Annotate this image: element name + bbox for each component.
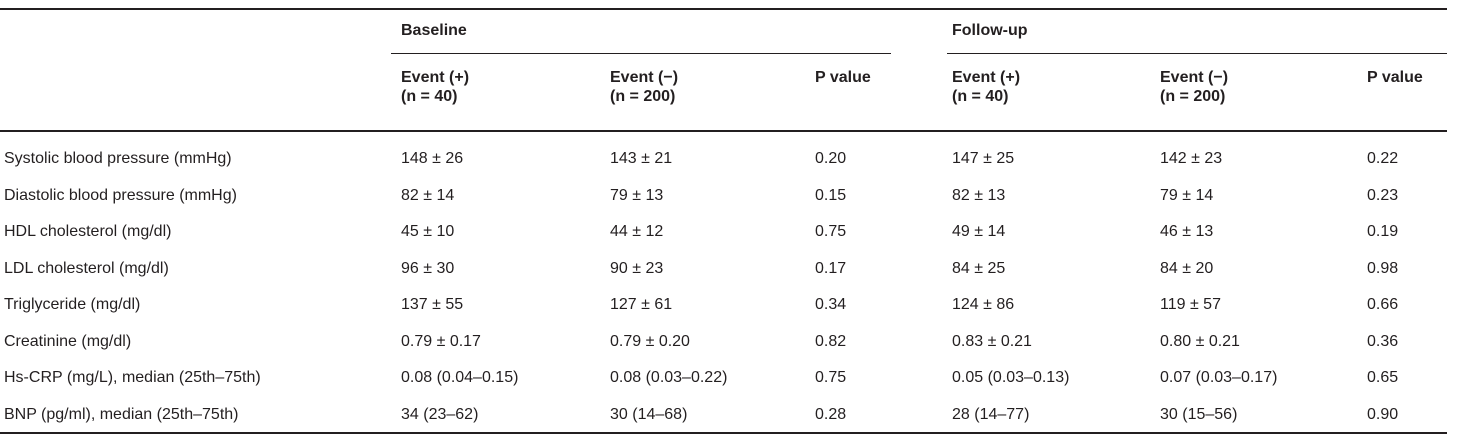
col-header-line-1: Event (+) bbox=[952, 69, 1021, 86]
baseline-p-cell: 0.75 bbox=[815, 223, 847, 240]
baseline-event-neg-cell: 90 ± 23 bbox=[610, 260, 664, 277]
followup-event-pos-cell: 124 ± 86 bbox=[952, 296, 1015, 313]
followup-p-cell: 0.36 bbox=[1367, 333, 1399, 350]
row-label: HDL cholesterol (mg/dl) bbox=[4, 223, 172, 240]
baseline-event-pos-cell: 82 ± 14 bbox=[401, 187, 455, 204]
row-label: Diastolic blood pressure (mmHg) bbox=[4, 187, 237, 204]
baseline-event-neg-cell: 127 ± 61 bbox=[610, 296, 673, 313]
followup-event-neg-cell: 84 ± 20 bbox=[1160, 260, 1214, 277]
col-header-line-2: (n = 200) bbox=[610, 88, 676, 105]
followup-p-cell: 0.90 bbox=[1367, 406, 1399, 423]
baseline-event-pos-cell: 96 ± 30 bbox=[401, 260, 455, 277]
col-header-line-1: Event (+) bbox=[401, 69, 470, 86]
followup-event-pos-cell: 0.05 (0.03–0.13) bbox=[952, 369, 1070, 386]
row-label: Triglyceride (mg/dl) bbox=[4, 296, 141, 313]
col-header-followup-p-value: P value bbox=[1367, 69, 1423, 86]
followup-event-neg-cell: 0.07 (0.03–0.17) bbox=[1160, 369, 1278, 386]
col-header-line-1: Event (−) bbox=[610, 69, 679, 86]
col-header-baseline-event-neg bbox=[610, 68, 678, 106]
followup-event-pos-cell: 82 ± 13 bbox=[952, 187, 1006, 204]
group-header-baseline: Baseline bbox=[401, 22, 467, 39]
followup-event-pos-cell: 0.83 ± 0.21 bbox=[952, 333, 1032, 350]
baseline-event-neg-cell: 0.08 (0.03–0.22) bbox=[610, 369, 728, 386]
baseline-event-pos-cell: 148 ± 26 bbox=[401, 150, 464, 167]
followup-p-cell: 0.66 bbox=[1367, 296, 1399, 313]
col-header-line-2: (n = 40) bbox=[401, 88, 458, 105]
followup-p-cell: 0.23 bbox=[1367, 187, 1399, 204]
baseline-p-cell: 0.75 bbox=[815, 369, 847, 386]
col-header-line-2: (n = 40) bbox=[952, 88, 1009, 105]
baseline-event-pos-cell: 0.79 ± 0.17 bbox=[401, 333, 481, 350]
baseline-group-rule bbox=[391, 53, 891, 54]
row-label: LDL cholesterol (mg/dl) bbox=[4, 260, 169, 277]
followup-event-pos-cell: 147 ± 25 bbox=[952, 150, 1015, 167]
baseline-p-cell: 0.28 bbox=[815, 406, 847, 423]
followup-group-rule bbox=[947, 53, 1447, 54]
table-top-rule bbox=[0, 8, 1447, 10]
baseline-event-neg-cell: 0.79 ± 0.20 bbox=[610, 333, 690, 350]
baseline-event-pos-cell: 0.08 (0.04–0.15) bbox=[401, 369, 519, 386]
table-bottom-rule bbox=[0, 432, 1447, 434]
followup-p-cell: 0.65 bbox=[1367, 369, 1399, 386]
col-header-line-2: (n = 200) bbox=[1160, 88, 1226, 105]
followup-p-cell: 0.98 bbox=[1367, 260, 1399, 277]
followup-event-neg-cell: 119 ± 57 bbox=[1160, 296, 1221, 313]
col-header-followup-event-pos bbox=[952, 68, 1020, 106]
baseline-event-neg-cell: 79 ± 13 bbox=[610, 187, 664, 204]
baseline-p-cell: 0.82 bbox=[815, 333, 847, 350]
baseline-event-pos-cell: 34 (23–62) bbox=[401, 406, 479, 423]
baseline-p-cell: 0.20 bbox=[815, 150, 847, 167]
baseline-event-neg-cell: 44 ± 12 bbox=[610, 223, 664, 240]
followup-event-neg-cell: 46 ± 13 bbox=[1160, 223, 1214, 240]
header-bottom-rule bbox=[0, 130, 1447, 132]
followup-event-pos-cell: 84 ± 25 bbox=[952, 260, 1006, 277]
baseline-event-pos-cell: 137 ± 55 bbox=[401, 296, 464, 313]
followup-event-neg-cell: 142 ± 23 bbox=[1160, 150, 1223, 167]
followup-event-pos-cell: 49 ± 14 bbox=[952, 223, 1006, 240]
row-label: Creatinine (mg/dl) bbox=[4, 333, 132, 350]
followup-event-neg-cell: 30 (15–56) bbox=[1160, 406, 1238, 423]
followup-p-cell: 0.22 bbox=[1367, 150, 1399, 167]
row-label: Systolic blood pressure (mmHg) bbox=[4, 150, 232, 167]
baseline-event-neg-cell: 143 ± 21 bbox=[610, 150, 673, 167]
col-header-followup-event-neg bbox=[1160, 68, 1228, 106]
followup-event-neg-cell: 79 ± 14 bbox=[1160, 187, 1214, 204]
col-header-baseline-p-value: P value bbox=[815, 69, 871, 86]
col-header-line-1: Event (−) bbox=[1160, 69, 1229, 86]
baseline-event-neg-cell: 30 (14–68) bbox=[610, 406, 688, 423]
group-header-followup: Follow-up bbox=[952, 22, 1028, 39]
followup-event-neg-cell: 0.80 ± 0.21 bbox=[1160, 333, 1240, 350]
row-label: Hs-CRP (mg/L), median (25th–75th) bbox=[4, 369, 261, 386]
baseline-p-cell: 0.15 bbox=[815, 187, 847, 204]
followup-p-cell: 0.19 bbox=[1367, 223, 1399, 240]
col-header-baseline-event-pos bbox=[401, 68, 469, 106]
baseline-p-cell: 0.34 bbox=[815, 296, 847, 313]
baseline-p-cell: 0.17 bbox=[815, 260, 847, 277]
followup-event-pos-cell: 28 (14–77) bbox=[952, 406, 1030, 423]
baseline-event-pos-cell: 45 ± 10 bbox=[401, 223, 455, 240]
row-label: BNP (pg/ml), median (25th–75th) bbox=[4, 406, 239, 423]
